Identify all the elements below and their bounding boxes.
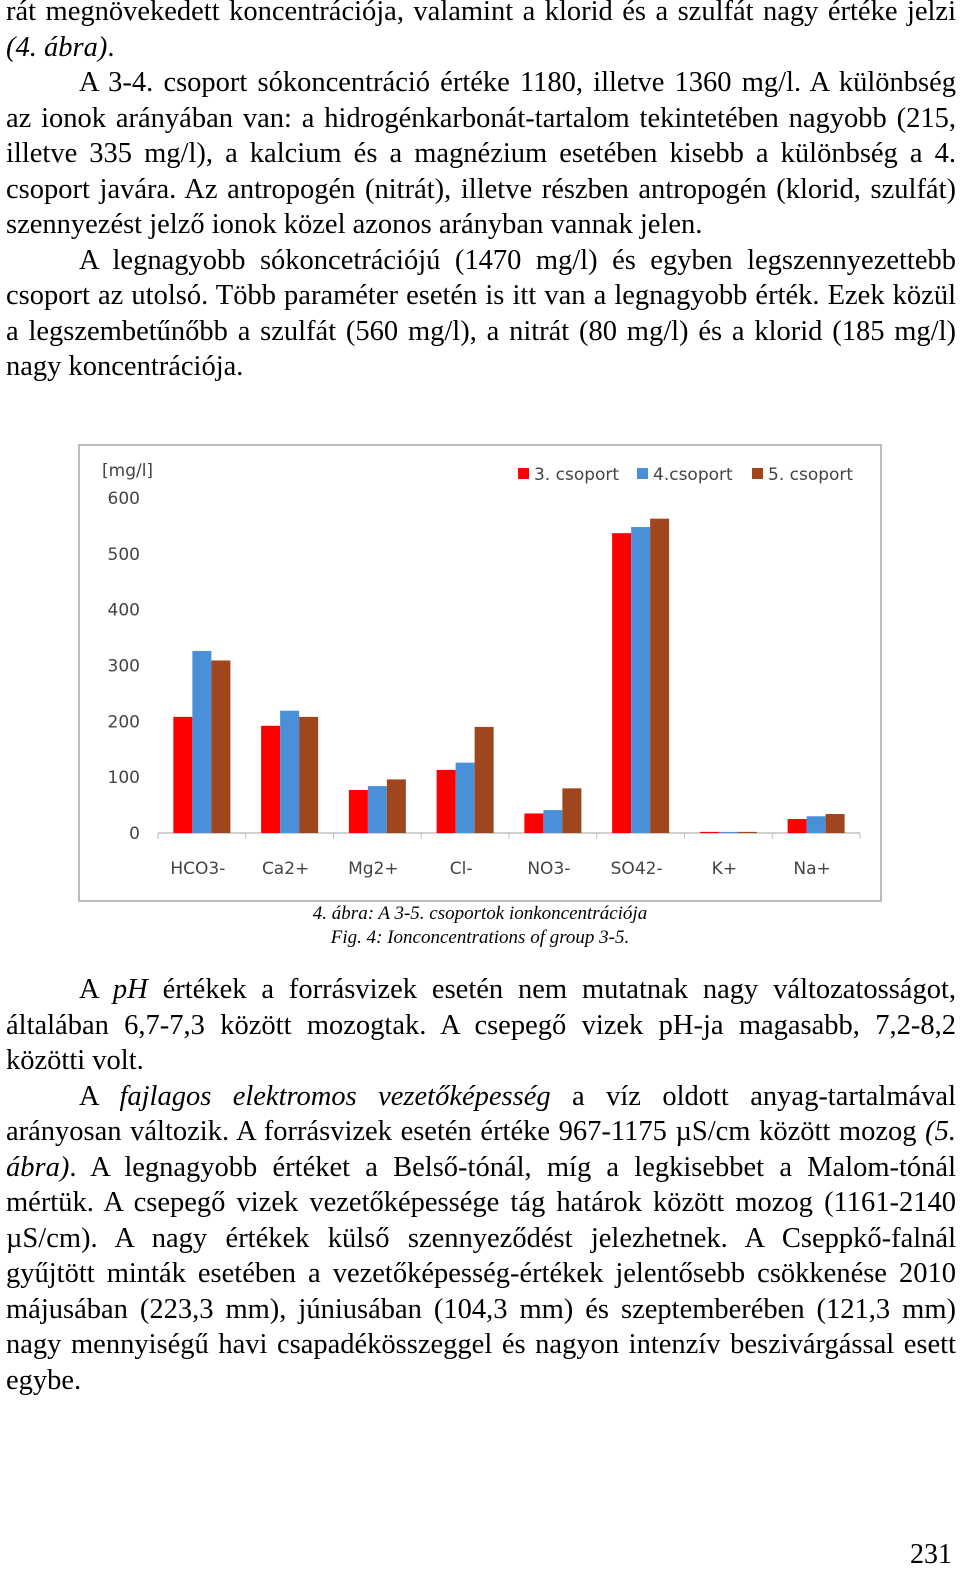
x-tick-label: Mg2+: [348, 859, 399, 879]
legend-label: 5. csoport: [768, 465, 854, 485]
bar-3-csoport: [612, 533, 631, 833]
legend-swatch: [752, 468, 763, 479]
text-run: .: [107, 31, 115, 63]
bar-5-csoport: [211, 660, 230, 833]
legend-label: 4.csoport: [653, 465, 733, 485]
bar-4-csoport: [719, 832, 738, 833]
bar-3-csoport: [524, 813, 543, 833]
bar-4-csoport: [807, 816, 826, 833]
x-tick-label: Na+: [793, 859, 831, 879]
paragraph: [6, 0, 956, 65]
bar-5-csoport: [387, 779, 406, 833]
figure-caption-hu: 4. ábra: A 3-5. csoportok ionkoncentrációja: [312, 903, 648, 924]
italic-text: (4. ábra): [6, 31, 108, 63]
text-run: A 3-4. csoport sókoncentráció értéke 1180, illetve 1360 mg/l. A különbség az ionok arányában van: a hidrogénkarbonát-tartalom tekintetében nagyobb (215, illetve 335 mg/l), a kalcium és a magnézium esetében kisebb a különbség a 4. csoport javára. Az antropogén (nitrát), illetve részben antropogén (klorid, szulfát) szennyezést jelző ionok közel azonos arányban vannak jelen.: [6, 67, 956, 240]
bar-4-csoport: [192, 651, 211, 833]
bar-chart: [80, 446, 880, 900]
y-axis-label: [mg/l]: [102, 461, 154, 481]
bar-3-csoport: [349, 790, 368, 833]
bar-4-csoport: [631, 527, 650, 833]
italic-text: pH: [112, 974, 148, 1005]
text-run: A legnagyobb sókoncetrációjú (1470 mg/l) és egyben legszennyezettebb csoport az utolsó. Több paraméter esetén is itt van a legnagyobb érték. Ezek közül a legszembetűnőbb a szulfát (560 mg/l), a nitrát (80 mg/l) és a klorid (185 mg/l) nagy koncentrációja.: [6, 244, 956, 382]
figure-4-chart: [78, 444, 882, 902]
page-number: 231: [910, 1539, 952, 1570]
y-tick-label: 0: [129, 824, 140, 844]
legend-swatch: [637, 468, 648, 479]
y-tick-label: 300: [107, 656, 140, 677]
bar-3-csoport: [173, 717, 192, 833]
y-tick-label: 400: [107, 600, 140, 621]
top-text: [6, 0, 956, 385]
bar-5-csoport: [826, 814, 845, 833]
text-run: értékek a forrásvizek esetén nem mutatnak nagy változatosságot, általában 6,7-7,3 között mozogtak. A csepegő vizek pH-ja magasabb, 7,2-8,2 közötti volt.: [6, 974, 956, 1076]
bar-3-csoport: [700, 832, 719, 833]
bar-4-csoport: [456, 763, 475, 833]
paragraph: [6, 1079, 956, 1399]
figure-caption-en: Fig. 4: Ionconcentrations of group 3-5.: [330, 927, 630, 948]
bar-5-csoport: [562, 788, 581, 833]
x-tick-label: K+: [711, 859, 738, 879]
legend-swatch: [518, 468, 529, 479]
x-tick-label: HCO3-: [170, 859, 226, 879]
y-tick-label: 100: [107, 768, 140, 789]
text-run: . A legnagyobb értéket a Belső-tónál, míg a legkisebbet a Malom-tónál mértük. A csepegő vizek vezetőképessége tág határok között mozog (1161-2140 µS/cm). A nagy értékek külső szennyeződést jelezhetnek. A Cseppkő-falnál gyűjtött minták esetében a vezetőképesség-értékek jelentősebb csökkenése 2010 májusában (223,3 mm), júniusában (104,3 mm) és szeptemberében (121,3 mm) nagy mennyiségű havi csapadékösszeggel és nagyon intenzív beszivárgással esett egybe.: [6, 1151, 956, 1396]
legend-label: 3. csoport: [534, 465, 620, 485]
paragraph: [6, 65, 956, 243]
bottom-text: [6, 972, 956, 1398]
bar-5-csoport: [299, 717, 318, 833]
bar-4-csoport: [280, 711, 299, 833]
text-run: a víz oldott anyag-tartalmával arányosan változik. A forrásvizek esetén értéke 967-1175 µS/cm között mozog: [6, 1080, 956, 1147]
text-run: rát megnövekedett koncentrációja, valamint a klorid és a szulfát nagy értéke jelzi: [6, 0, 956, 27]
y-tick-label: 500: [107, 544, 140, 565]
bar-3-csoport: [261, 726, 280, 833]
italic-text: fajlagos elektromos vezetőképesség: [119, 1080, 551, 1112]
bar-3-csoport: [788, 819, 807, 833]
bar-5-csoport: [738, 832, 757, 833]
x-tick-label: Ca2+: [261, 859, 310, 879]
x-tick-label: NO3-: [527, 859, 571, 879]
x-tick-label: SO42-: [610, 859, 663, 879]
bar-4-csoport: [543, 810, 562, 833]
italic-text: (5. ábra): [6, 1116, 956, 1183]
y-tick-label: 200: [107, 712, 140, 733]
bar-3-csoport: [437, 770, 456, 833]
y-tick-label: 600: [107, 489, 140, 509]
bar-4-csoport: [368, 786, 387, 833]
text-run: A: [79, 1080, 120, 1112]
bar-5-csoport: [650, 519, 669, 833]
x-tick-label: Cl-: [449, 859, 473, 879]
paragraph: [6, 972, 956, 1079]
text-run: A: [79, 974, 113, 1005]
bar-5-csoport: [475, 727, 494, 833]
paragraph: [6, 243, 956, 385]
